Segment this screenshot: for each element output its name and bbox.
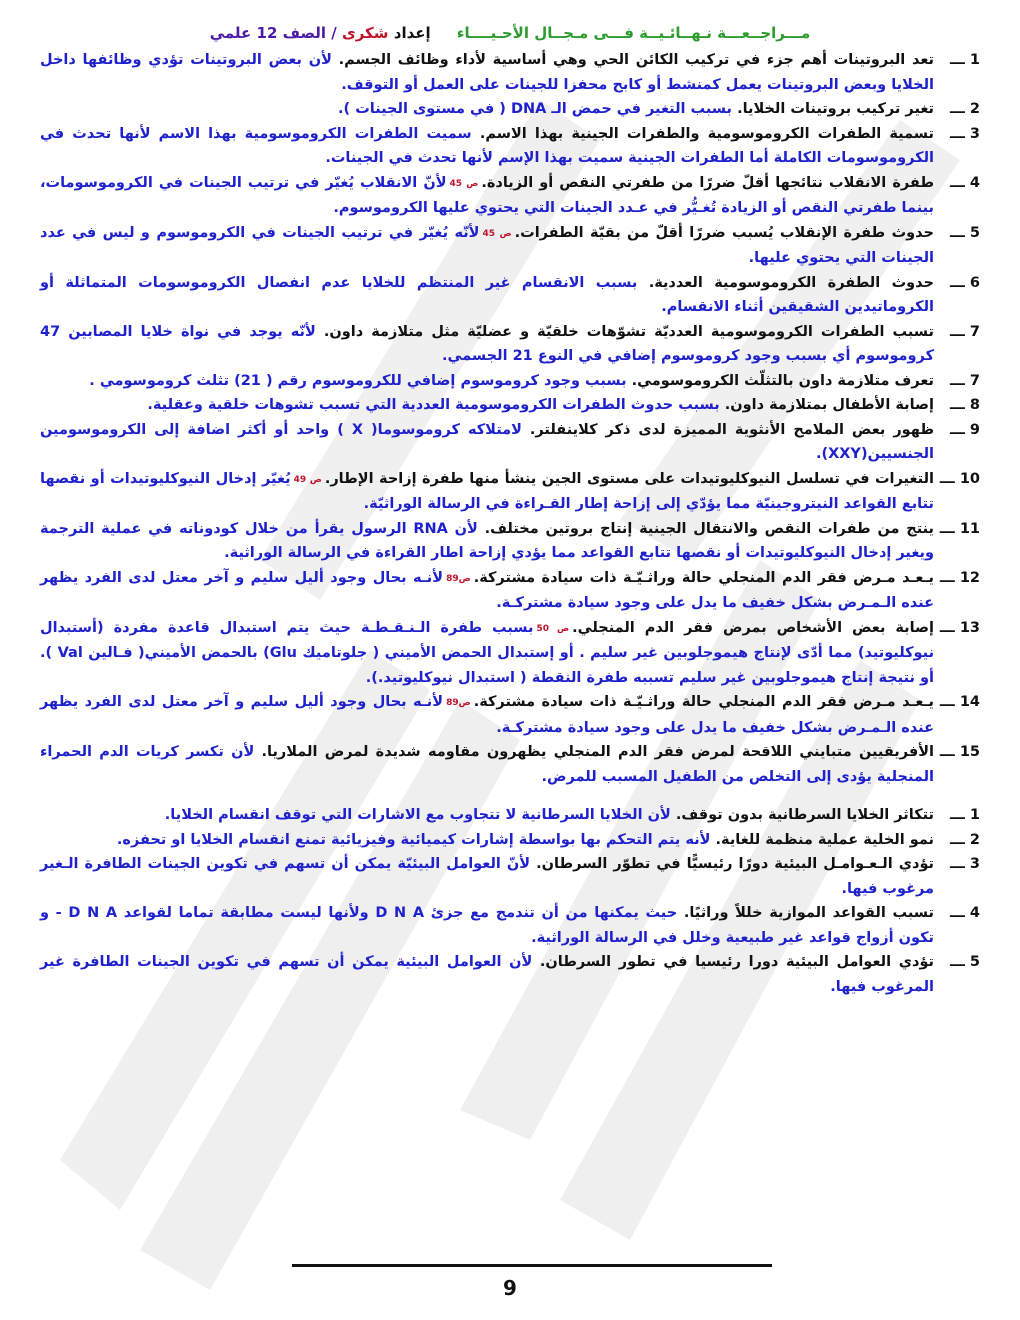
item-body [40,950,934,999]
list-item [40,418,980,467]
item-statement: إصابة بعض الأشخاص بمرض فقر الدم المنجلي. [572,619,934,636]
item-number: 6 ـــ [949,274,980,291]
page-reference: ص 45 [482,228,512,239]
item-body [40,171,934,221]
item-answer: لأن RNA الرسول يقرأ من خلال كودوناته في عملية الترجمة ويغير إدخال النيوكليوتيدات أو نقصها تتابع القواعد مما يؤدي إزاحة اطار القراءة في الرسالة الوراثية. [40,520,934,561]
page-reference: ص 45 [449,178,479,189]
item-statement: حدوث الطفرة الكروموسومية العددية. [648,274,934,291]
item-body [40,566,934,616]
item-number: 8 ـــ [949,397,980,413]
item-body [40,271,934,320]
page-reference: ص89 [446,573,471,584]
header-prepared-by: إعداد [393,24,431,42]
item-number: 15 ـــ [939,744,980,760]
list-item [40,271,980,320]
item-statement: تؤدي العوامل البيئية دورا رئيسيا في تطور السرطان. [539,954,934,970]
item-answer: لامتلاكه كروموسوما( X ) واحد أو أكثر اضافة إلى الكروموسومين الجنسيين(XXY). [40,421,934,462]
item-body [40,803,934,828]
footer-divider [292,1264,772,1267]
item-statement: يـعـد مـرض فقر الدم المنجلي حالة وراثـيّـة ذات سيادة مشتركة. [473,694,934,710]
page-header [40,22,980,48]
item-answer: لأن بعض البروتينات تؤدي وظائفها داخل الخلايا وبعض البروتينات يعمل كمنشط أو كابح محفزا للجينات على العمل أو التوقف. [40,52,934,93]
item-body [40,828,934,853]
header-grade: / الصف 12 علمي [209,24,337,42]
item-number: 11 ـــ [939,520,980,537]
item-number: 2 ـــ [949,101,980,117]
item-statement: إصابة الأطفال بمتلازمة داون. [724,397,934,413]
item-number: 12 ـــ [939,569,980,586]
list-item [40,517,980,566]
item-body [40,418,934,467]
reasons-list-section-2 [40,803,980,999]
list-item [40,320,980,369]
header-title: مـــراجــعـــة نـهــائـيــة فـــى مـجــال الأحـيــــاء [456,24,811,42]
item-answer: لأنّه يوجد في نواة خلايا المصابين 47 كروموسوم أي بسبب وجود كروموسوم إضافي في النوع 21 الجسمي. [40,323,934,364]
item-body [40,852,934,901]
item-statement: تعد البروتينات أهم جزء في تركيب الكائن الحي وهي أساسية لأداء وظائف الجسم. [338,52,934,68]
item-statement: تؤدي الـعـوامـل البيئية دورًا رئيسيًّا في تطوّر السرطان. [536,856,934,872]
page-reference: ص 50 [536,623,570,634]
item-body [40,221,934,271]
item-answer: لأنـه بحال وجود أليل سليم و آخر معتل لدى الفرد يظهر عنده الـمـرض بشكل خفيف ما يدل على وجود سيادة مشتركـة. [40,694,934,736]
list-item [40,48,980,97]
item-statement: تعرف متلازمة داون بالتثلّث الكروموسومي. [631,372,934,389]
item-body [40,369,934,394]
item-body [40,690,934,740]
item-answer: لأنّ العوامل البيئيّة يمكن أن تسهم في تكوين الجينات الطافرة الـغير مرغوب فيها. [40,856,934,897]
list-item [40,393,980,418]
list-item [40,369,980,394]
item-body [40,467,934,517]
item-body [40,48,934,97]
item-answer: لأن تكسر كريات الدم الحمراء المنجلية يؤدى إلى التخلص من الطفيل المسبب للمرض. [40,744,934,785]
page-reference: ص89 [446,698,471,708]
item-body [40,740,934,789]
item-number: 1 ـــ [949,52,980,68]
item-number: 5 ـــ [949,224,980,241]
item-statement: الأفريقيين متبايني اللاقحة لمرض فقر الدم المنجلي يظهرون مقاومه شديدة لمرض الملاريا. [261,744,934,760]
item-answer: بسبب طفرة الـنـقـطـة حيث يتم استبدال قاعدة مفردة (أستبدال نيوكليوتيد) مما أدّى لإنتاج هيموجلوبين غير سليم . أو إستبدال الحمض الأميني ( جلوتاميك Glu) بالحمض الأميني( فـالين Val ). أو نتيجة إنتاج هيموجلوبين غير سليم تسببه طفرة النقطة ( استبدال نيوكليوتيد.). [40,619,935,686]
item-number: 3 ـــ [949,856,980,872]
item-number: 9 ـــ [949,421,980,438]
item-body [40,122,934,171]
item-answer: لأن العوامل البيئية يمكن أن تسهم في تكوين الجينات الطافرة غير المرغوب فيها. [40,954,934,995]
item-answer: لأنـه بحال وجود أليل سليم و آخر معتل لدى الفرد يظهر عنده الـمـرض بشكل خفيف ما يدل على وجود سيادة مشتركـة. [40,569,934,611]
reasons-list-section-1 [40,48,980,789]
item-body [40,320,934,369]
item-statement: تتكاثر الخلايا السرطانية بدون توقف. [675,807,934,823]
item-statement: تسبب الطفرات الكروموسومية العدديّة تشوّهات خلقيّة و عضليّة مثل متلازمة داون. [323,323,934,340]
item-body [40,901,934,950]
list-item [40,740,980,789]
list-item [40,852,980,901]
list-item [40,467,980,517]
item-number: 7 ـــ [949,372,980,389]
item-statement: ظهور بعض الملامح الأنثوية المميزة لدى ذكر كلاينفلتر. [529,421,934,438]
item-number: 4 ـــ [949,905,980,921]
item-answer: سميت الطفرات الكروموسومية بهذا الاسم لأنها تحدث في الكروموسومات الكاملة أما الطفرات الجينية سميت بهذا الإسم لأنها تحدث في الجينات. [40,125,934,166]
list-item [40,690,980,740]
item-statement: حدوث طفرة الإنقلاب يُسبب ضررًا أقلّ من بقيّة الطفرات. [514,224,934,241]
list-item [40,828,980,853]
item-number: 5 ـــ [949,954,980,970]
item-body [40,616,934,691]
item-answer: حيث يمكنها من أن تندمج مع جزئ D N A ولأنها ليست مطابقة تماما لقواعد D N A - و تكون أزواج قواعد غير طبيعية وخلل في الرسالة الوراثية. [40,905,934,946]
header-author: شكرى [341,24,389,42]
item-body [40,517,934,566]
item-answer: لأنّ الانقلاب يُغيّر في ترتيب الجينات في الكروموسومات، بينما طفرتي النقص أو الزيادة تُغـيُّر في عـدد الجينات التي يحتوي عليها الكروموسوم. [40,174,934,216]
item-statement: يـعـد مـرض فقر الدم المنجلي حالة وراثـيّـة ذات سيادة مشتركة. [473,569,934,586]
item-number: 13 ـــ [939,619,980,636]
list-item [40,950,980,999]
item-number: 4 ـــ [949,174,980,191]
page-number: 9 [503,1276,517,1300]
item-answer: بسبب حدوث الطفرات الكروموسومية العددية التي تسبب تشوهات خلقية وعقلية. [147,397,720,413]
item-statement: ينتج من طفرات النقص والانتقال الجينية إنتاج بروتين مختلف. [484,520,934,537]
list-item [40,122,980,171]
list-item [40,803,980,828]
item-answer: لأنّه يُغيّر في ترتيب الجينات في الكروموسوم و ليس في عدد الجينات التي يحتوي عليها. [40,224,934,266]
list-item [40,901,980,950]
item-answer: لأنه يتم التحكم بها بواسطة إشارات كيميائية وفيزيائية تمنع انقسام الخلايا او تحفزه. [116,831,711,848]
section-gap [40,789,980,803]
item-number: 1 ـــ [949,807,980,823]
list-item [40,97,980,122]
item-number: 7 ـــ [949,323,980,340]
item-statement: طفرة الانقلاب نتائجها أقلّ ضررًا من طفرتي النقص أو الزيادة. [481,174,934,191]
item-body [40,97,934,122]
list-item [40,171,980,221]
item-answer: بسبب التغير في حمض الـ DNA ( في مستوى الجينات ). [338,101,732,117]
item-number: 14 ـــ [939,694,980,710]
item-answer: بسبب وجود كروموسوم إضافي للكروموسوم رقم ( 21) تثلث كروموسومي . [89,372,627,389]
item-statement: تسمية الطفرات الكروموسومية والطفرات الجينية بهذا الاسم. [479,125,934,142]
list-item [40,221,980,271]
item-answer: بسبب الانقسام غير المنتظم للخلايا عدم انفصال الكروموسومات المتماثلة أو الكروماتيدين الشقيقين أثناء الانقسام. [40,274,934,315]
list-item [40,616,980,691]
item-answer: لأن الخلايا السرطانية لا تتجاوب مع الاشارات التي توقف انقسام الخلايا. [164,807,671,823]
item-statement: تسبب القواعد الموازية خللاً وراثيًا. [683,905,934,921]
item-statement: التغيرات في تسلسل النيوكليوتيدات على مستوى الجين ينشأ منها طفرة إزاحة الإطار. [324,470,934,487]
item-number: 3 ـــ [949,125,980,142]
item-statement: نمو الخلية عملية منظمة للغاية. [715,831,934,848]
page [40,22,980,999]
item-number: 10 ـــ [939,470,980,487]
list-item [40,566,980,616]
page-reference: ص 49 [293,474,322,485]
item-number: 2 ـــ [949,831,980,848]
item-statement: تغير تركيب بروتينات الخلايا. [737,101,934,117]
item-answer: يُغيّر إدخال النيوكليوتيدات أو نقصها تتابع القواعد النيتروجينيّة مما يؤدّي إلى إزاحة إطار القـراءة في الرسالة الوراثيّة. [40,470,934,512]
item-body [40,393,934,418]
